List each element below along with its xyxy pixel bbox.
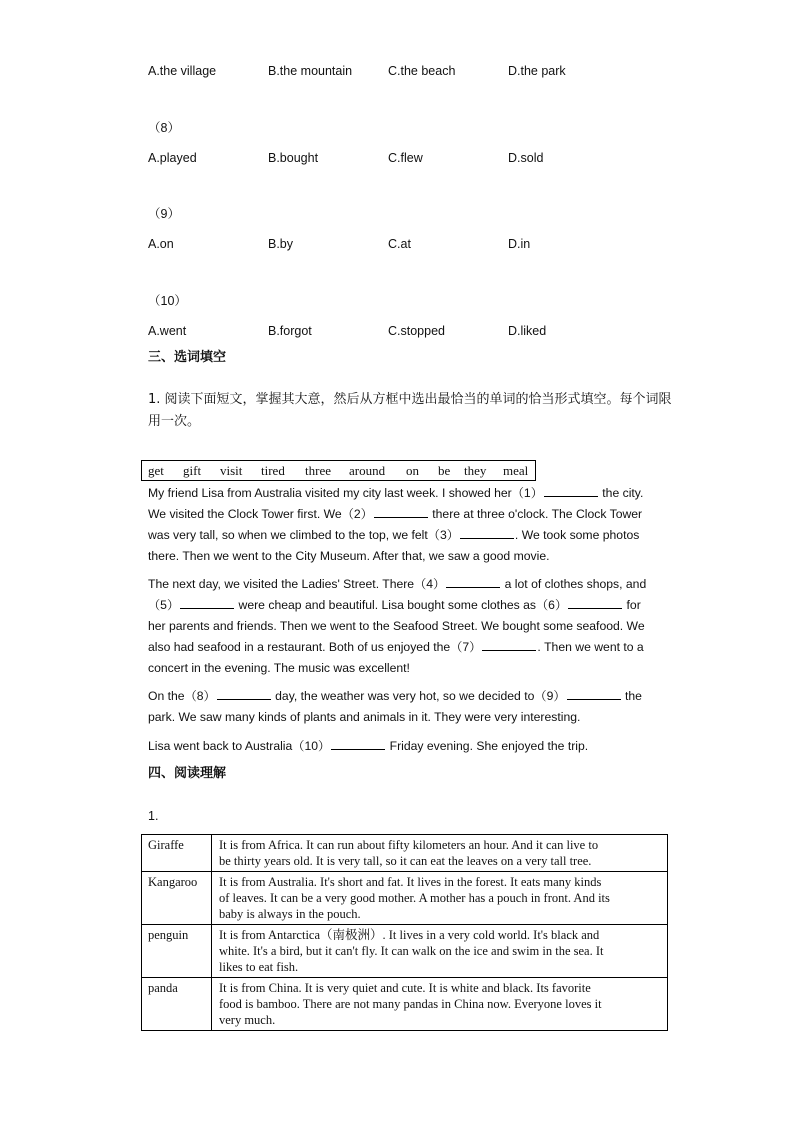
passage-text: . Then we went to a — [537, 640, 644, 654]
animal-description — [212, 835, 668, 872]
passage-text: （5） — [148, 598, 180, 612]
passage-text: was very tall, so when we climbed to the top, we felt（3） — [148, 528, 459, 542]
animal-description — [212, 925, 668, 978]
q8-option-d: D.sold — [508, 151, 544, 165]
section3-instruction: 1. 阅读下面短文，掌握其大意，然后从方框中选出最恰当的单词的恰当形式填空。每个词限用一次。 — [148, 392, 672, 429]
word-bank-item: tired — [261, 463, 285, 478]
passage-paragraph-2 — [148, 574, 678, 679]
q8-option-c: C.flew — [388, 151, 423, 165]
passage-line — [148, 686, 678, 707]
q10-option-d: D.liked — [508, 324, 547, 338]
q9-number: （9） — [148, 207, 180, 221]
table-row — [142, 925, 668, 978]
blank-8[interactable] — [217, 687, 271, 700]
passage-paragraph-4 — [148, 736, 678, 757]
passage-text: the — [624, 689, 642, 703]
passage-text: a lot of clothes shops, and — [504, 577, 647, 591]
description-line: very much. — [219, 1013, 276, 1027]
table-row — [142, 978, 668, 1031]
q8-option-b: B.bought — [268, 151, 319, 165]
word-bank-item: gift — [183, 463, 202, 478]
animal-name: panda — [142, 978, 212, 1031]
animal-description — [212, 872, 668, 925]
word-bank-item: visit — [220, 463, 243, 478]
passage-line: concert in the evening. The music was excellent! — [148, 661, 410, 675]
passage-text: Lisa went back to Australia（10） — [148, 739, 331, 753]
table-row — [142, 835, 668, 872]
word-bank-box — [141, 460, 536, 481]
description-line: It is from Australia. It's short and fat. It lives in the forest. It eats many kinds — [219, 875, 602, 889]
q8-number: （8） — [148, 121, 180, 135]
animal-description — [212, 978, 668, 1031]
section4-question-number: 1. — [148, 809, 159, 823]
animal-name: Kangaroo — [142, 872, 212, 925]
description-line: likes to eat fish. — [219, 960, 299, 974]
blank-3[interactable] — [460, 526, 514, 539]
q10-option-a: A.went — [148, 324, 187, 338]
blank-10[interactable] — [331, 737, 385, 750]
word-bank-item: on — [406, 463, 419, 478]
passage-line — [148, 637, 678, 658]
q9-option-c: C.at — [388, 237, 411, 251]
blank-1[interactable] — [544, 484, 598, 497]
q10-option-b: B.forgot — [268, 324, 312, 338]
section4-title: 四、阅读理解 — [148, 766, 227, 781]
description-line: baby is always in the pouch. — [219, 907, 361, 921]
word-bank-item: get — [148, 463, 164, 478]
description-line: be thirty years old. It is very tall, so it can eat the leaves on a very tall tree. — [219, 854, 592, 868]
q7-option-c: C.the beach — [388, 64, 456, 78]
passage-text: there at three o'clock. The Clock Tower — [432, 507, 643, 521]
passage-line — [148, 525, 678, 546]
passage-text: The next day, we visited the Ladies' Street. There（4） — [148, 577, 446, 591]
description-line: food is bamboo. There are not many pandas in China now. Everyone loves it — [219, 997, 602, 1011]
blank-9[interactable] — [567, 687, 621, 700]
blank-7[interactable] — [482, 638, 536, 651]
passage-line — [148, 574, 678, 595]
passage-text: also had seafood in a restaurant. Both of us enjoyed the（7） — [148, 640, 482, 654]
passage-line: there. Then we went to the City Museum. After that, we saw a good movie. — [148, 549, 550, 563]
animal-name: penguin — [142, 925, 212, 978]
blank-4[interactable] — [446, 575, 500, 588]
word-bank-item: be — [438, 463, 451, 478]
blank-6[interactable] — [568, 596, 622, 609]
passage-line — [148, 736, 678, 757]
passage-line: her parents and friends. Then we went to the Seafood Street. We bought some seafood. We — [148, 619, 645, 633]
table-row — [142, 872, 668, 925]
passage-text: Friday evening. She enjoyed the trip. — [389, 739, 589, 753]
word-bank-item: three — [305, 463, 331, 478]
q7-option-a: A.the village — [148, 64, 217, 78]
description-line: It is from Africa. It can run about fifty kilometers an hour. And it can live to — [219, 838, 599, 852]
q9-option-a: A.on — [148, 237, 174, 251]
word-bank-item: around — [349, 463, 386, 478]
section3-title: 三、选词填空 — [148, 350, 227, 365]
passage-line — [148, 483, 678, 504]
passage-line: park. We saw many kinds of plants and animals in it. They were very interesting. — [148, 710, 581, 724]
passage-paragraph-1 — [148, 483, 678, 567]
passage-text: the city. — [602, 486, 644, 500]
blank-2[interactable] — [374, 505, 428, 518]
q9-option-d: D.in — [508, 237, 531, 251]
q7-option-d: D.the park — [508, 64, 566, 78]
q8-option-a: A.played — [148, 151, 197, 165]
passage-line — [148, 595, 678, 616]
q7-option-b: B.the mountain — [268, 64, 353, 78]
passage-text: My friend Lisa from Australia visited my city last week. I showed her（1） — [148, 486, 543, 500]
word-bank-item: they — [464, 463, 487, 478]
passage-text: . We took some photos — [514, 528, 640, 542]
passage-text: We visited the Clock Tower first. We（2） — [148, 507, 373, 521]
q10-option-c: C.stopped — [388, 324, 445, 338]
passage-text: for — [626, 598, 641, 612]
passage-text: day, the weather was very hot, so we decided to（9） — [275, 689, 566, 703]
description-line: It is from China. It is very quiet and cute. It is white and black. Its favorite — [219, 981, 591, 995]
description-line: white. It's a bird, but it can't fly. It can walk on the ice and swim in the sea. It — [219, 944, 604, 958]
word-bank-item: meal — [503, 463, 529, 478]
passage-line — [148, 504, 678, 525]
q10-number: （10） — [148, 294, 187, 308]
passage-text: On the（8） — [148, 689, 216, 703]
passage-text: were cheap and beautiful. Lisa bought some clothes as（6） — [238, 598, 568, 612]
blank-5[interactable] — [180, 596, 234, 609]
animal-info-table — [141, 834, 668, 1031]
q9-option-b: B.by — [268, 237, 294, 251]
description-line: of leaves. It can be a very good mother. A mother has a pouch in front. And its — [219, 891, 610, 905]
description-line: It is from Antarctica（南极洲）. It lives in a very cold world. It's black and — [219, 928, 600, 942]
passage-paragraph-3 — [148, 686, 678, 728]
animal-name: Giraffe — [142, 835, 212, 872]
